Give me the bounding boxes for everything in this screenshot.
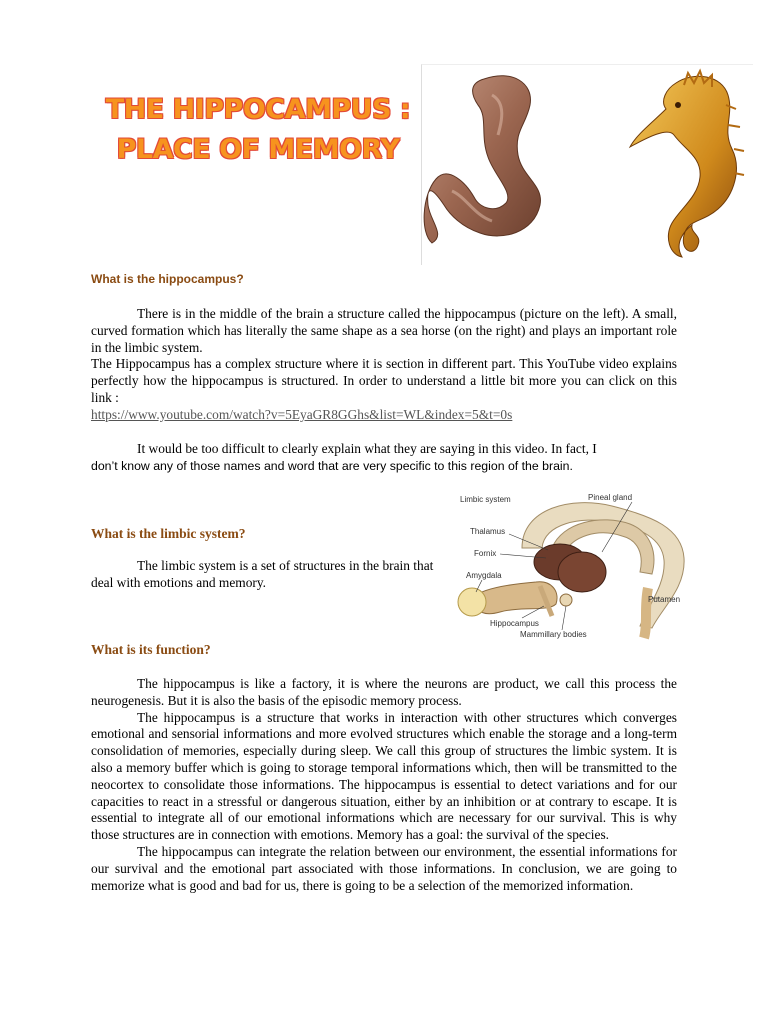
paragraph-function-3: The hippocampus can integrate the relation between our environment, the essential informations for our survival and the emotional part associated with those informations. In conclusion, we are going to memorize what is good and bad for us, there is going to be a selection of the memorized information.: [91, 843, 677, 893]
section-hippocampus-body: [91, 306, 677, 424]
amygdala-shape: [458, 588, 486, 616]
page-title: [98, 90, 418, 170]
paragraph-structure: The Hippocampus has a complex structure where it is section in different part. This YouTube video explains perfectly how the hippocampus is structured. In order to understand a little bit more you can click on this link :: [91, 356, 677, 405]
youtube-link[interactable]: https://www.youtube.com/watch?v=5EyaGR8GGhs&list=WL&index=5&t=0s: [91, 406, 513, 422]
label-fornix: Fornix: [474, 549, 497, 558]
photo-illustration: [422, 65, 753, 265]
diagram-title: Limbic system: [460, 495, 511, 504]
section-limbic-body: [91, 558, 447, 592]
paragraph-intro: There is in the middle of the brain a structure called the hippocampus (picture on the left). A small, curved formation which has literally the same shape as a sea horse (on the right) and plays an important role in the limbic system.: [91, 306, 677, 355]
label-thalamus: Thalamus: [470, 527, 506, 536]
paragraph-limbic: The limbic system is a set of structures in the brain that deal with emotions and memory.: [91, 558, 434, 590]
limbic-system-diagram: [452, 488, 692, 653]
paragraph-function-2: The hippocampus is a structure that works in interaction with other structures which converges emotional and sensorial informations and more evolved structures which enable the storage and a long-term consolidation of memories, especially during sleep. We call this group of structures the limbic system. It is also a memory buffer which is going to storage temporal informations which, then will be transmitted to the neocortex to consolidate those informations. The hippocampus is essential to detect variations and for our capacities to react in a stressful or dangerous situation, either by an inhibition or at contrary to escape. It is essential to integrate all of our emotional informations which are necessary for our survival. This is why those structures are in connection with emotions. Memory has a goal: the survival of the species.: [91, 709, 677, 843]
title-line-2: PLACE OF MEMORY: [116, 134, 400, 165]
paragraph-difficulty-2: don’t know any of those names and word that are very specific to this region of the brain.: [91, 458, 573, 473]
title-line-1: THE HIPPOCAMPUS :: [105, 94, 411, 125]
hippocampus-seahorse-photo: [421, 64, 753, 265]
hippocampus-specimen: [424, 76, 540, 243]
paragraph-function-1: The hippocampus is like a factory, it is where the neurons are product, we call this process the neurogenesis. But it is also the basis of the episodic memory process.: [91, 676, 677, 708]
label-pineal-gland: Pineal gland: [588, 493, 633, 502]
paragraph-difficulty-1: It would be too difficult to clearly explain what they are saying in this video. In fact, I: [137, 441, 597, 456]
limbic-diagram-svg: [452, 488, 692, 653]
label-mammillary-bodies: Mammillary bodies: [520, 630, 587, 639]
heading-what-is-hippocampus: What is the hippocampus?: [91, 272, 244, 286]
seahorse: [630, 71, 744, 257]
mammillary-shape: [560, 594, 572, 606]
label-putamen: Putamen: [648, 595, 681, 604]
heading-function: What is its function?: [91, 642, 211, 657]
label-amygdala: Amygdala: [466, 571, 502, 580]
section-function-body: [91, 676, 677, 894]
seahorse-eye: [675, 102, 681, 108]
label-hippocampus: Hippocampus: [490, 619, 539, 628]
heading-limbic-system: What is the limbic system?: [91, 526, 246, 541]
section-difficulty: [91, 441, 677, 475]
